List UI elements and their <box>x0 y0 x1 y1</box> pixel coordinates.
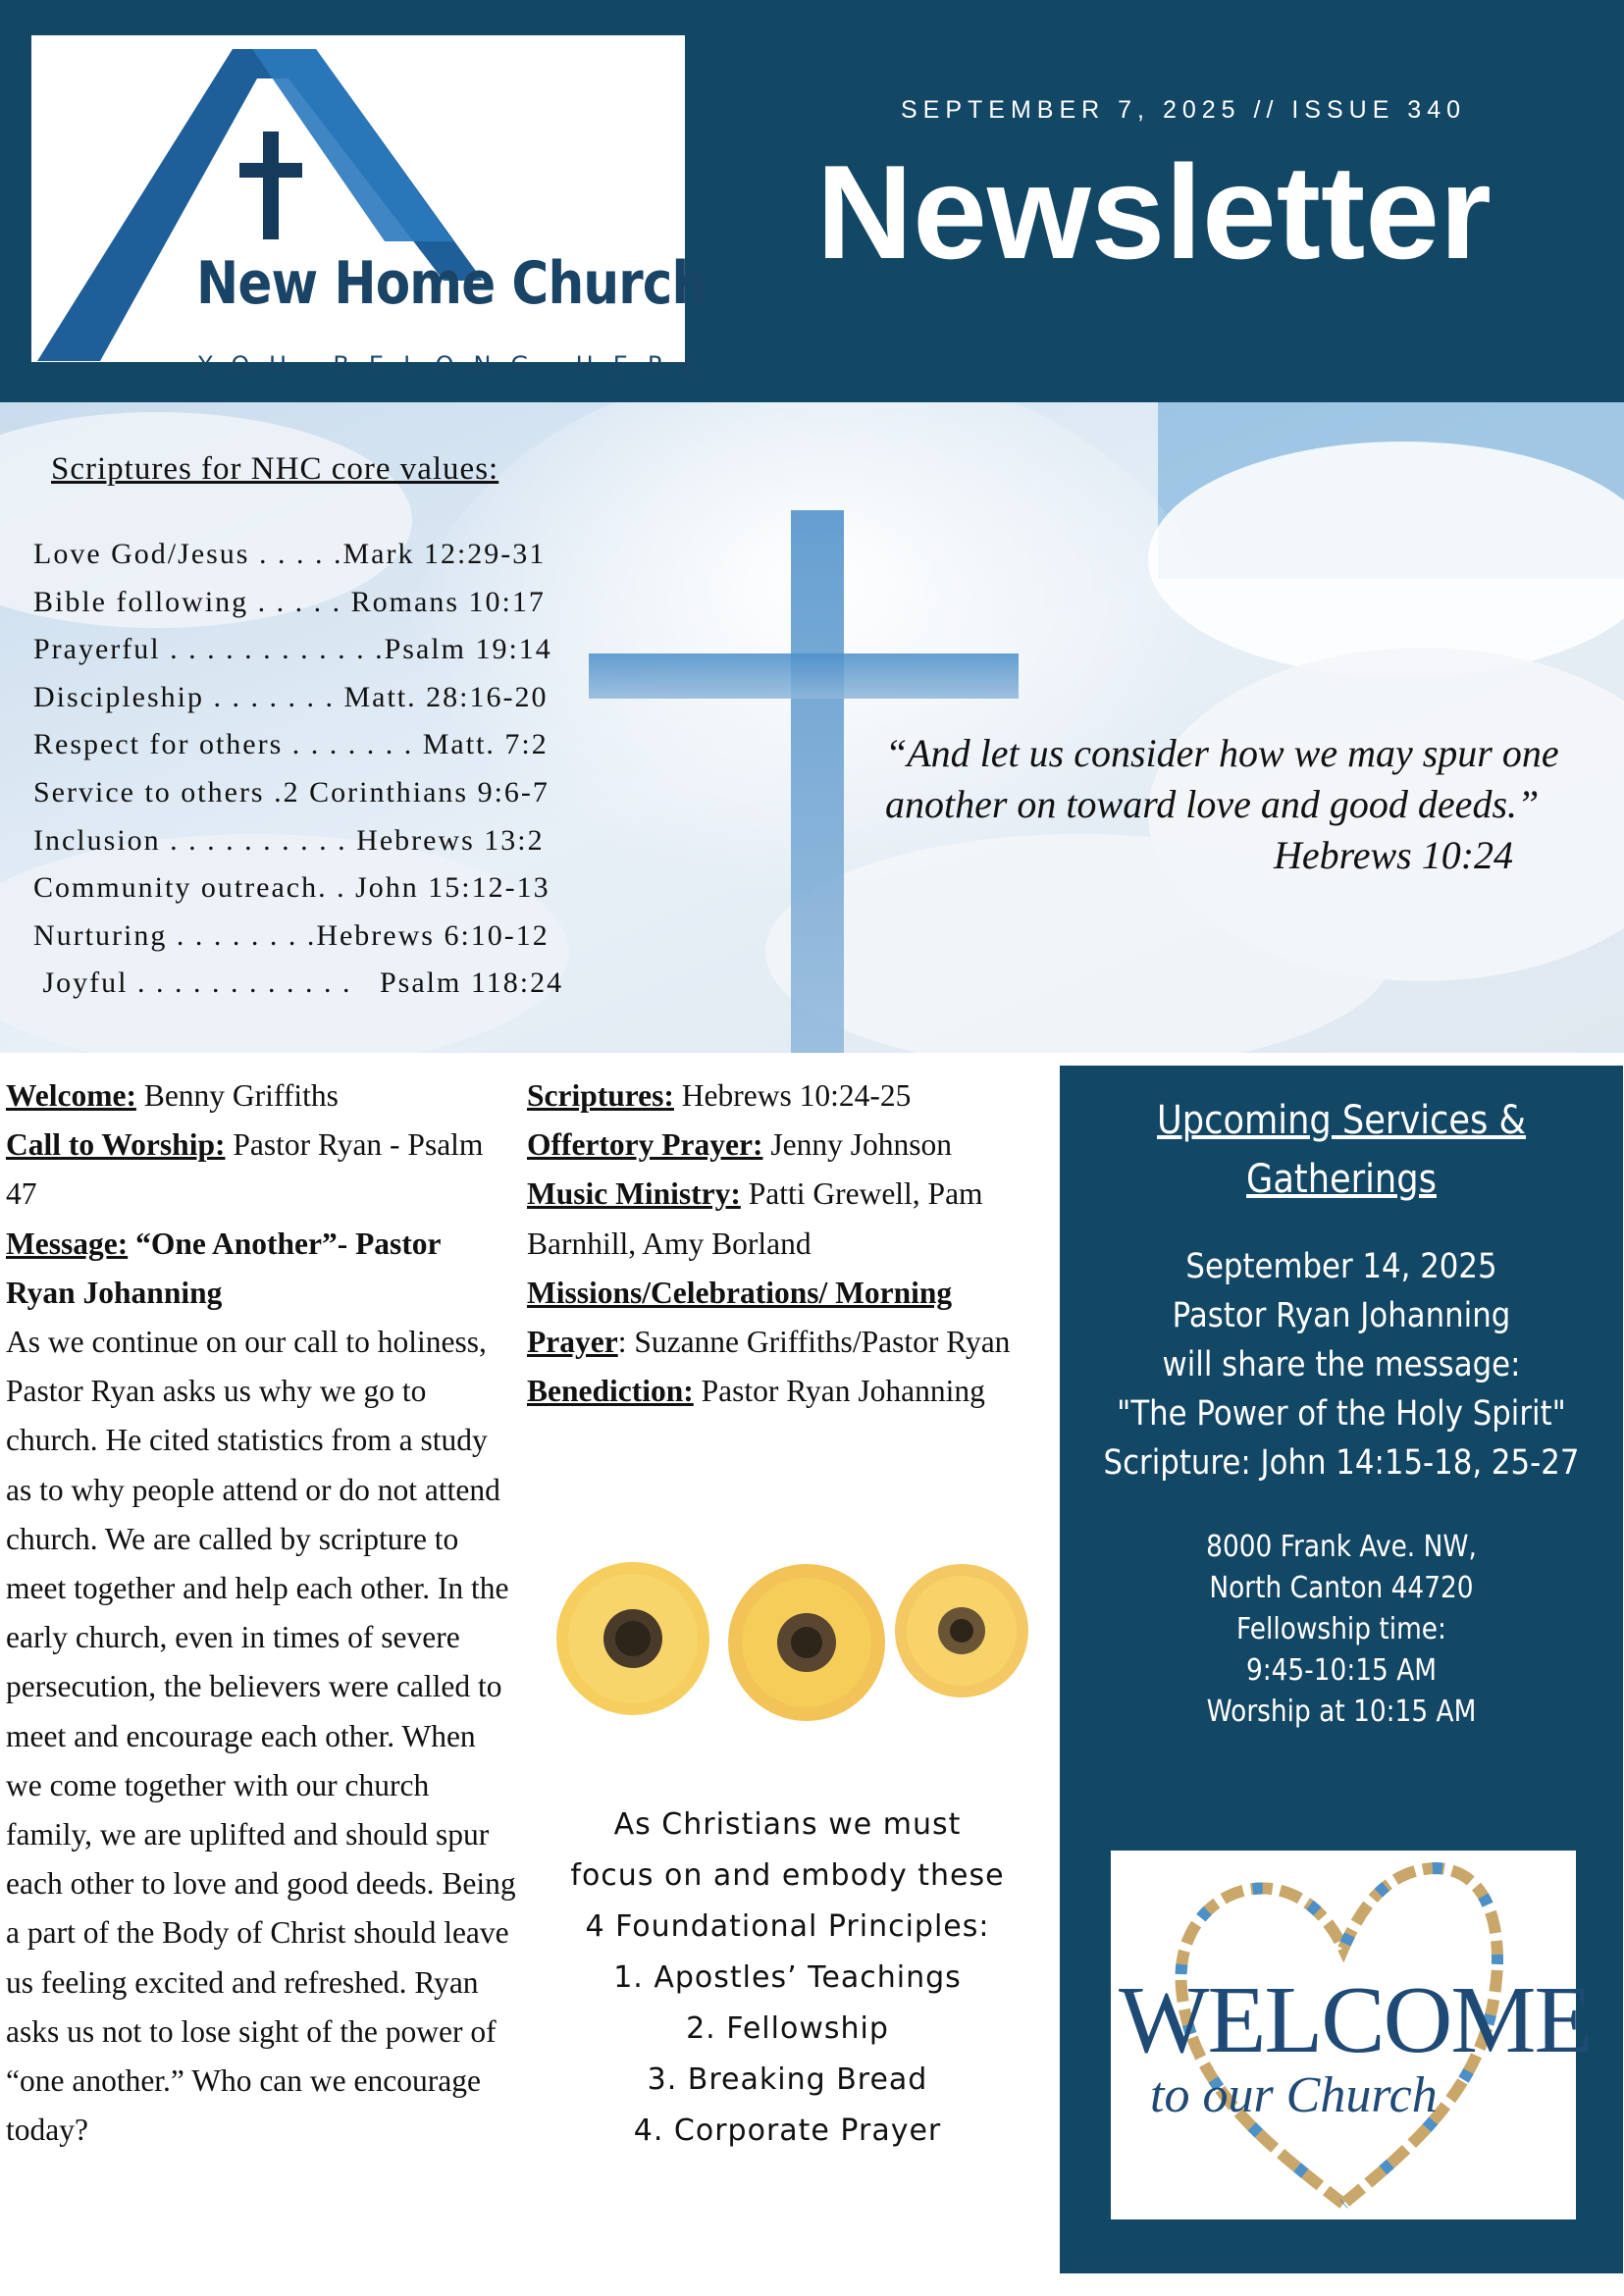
quote-line: another on toward love and good deeds.” <box>885 782 1540 826</box>
service-line: will share the message: <box>1162 1345 1521 1384</box>
quote-line: “And let us consider how we may spur one <box>885 731 1559 775</box>
scriptures-label: Scriptures: <box>527 1078 674 1113</box>
principles-intro: focus on and embody these <box>570 1858 1005 1893</box>
church-name: New Home Church <box>196 249 707 318</box>
core-values-heading: Scriptures for NHC core values: <box>51 451 499 487</box>
benediction-label: Benediction: <box>527 1374 694 1409</box>
core-value-item: Respect for others . . . . . . . Matt. 7:2 <box>33 728 549 761</box>
benediction-value: Pastor Ryan Johanning <box>693 1374 985 1409</box>
principle-item: 1. Apostles’ Teachings <box>613 1960 962 1995</box>
next-service-info <box>1093 1242 1589 1487</box>
missions-value: : Suzanne Griffiths/Pastor Ryan <box>617 1325 1011 1360</box>
call-to-worship-label: Call to Worship: <box>6 1127 226 1163</box>
principle-item: 3. Breaking Bread <box>647 2062 928 2097</box>
call-to-worship-value: Pastor Ryan - Psalm 47 <box>6 1127 484 1212</box>
newsletter-title: Newsletter <box>816 137 1492 287</box>
principles-intro: As Christians we must <box>613 1807 962 1842</box>
message-summary: As we continue on our call to holiness, Pastor Ryan asks us why we go to church. He cited statistics from a study as to why people attend or do not attend church. We are called by scripture to meet together and help each other. In the early church, even in times of severe persecution, the believers were called to meet and encourage each other. When we come together with our church family, we are uplifted and should spur each other to love and good deeds. Being a part of the Body of Christ should leave us feeling excited and refreshed. Ryan asks us not to lose sight of the power of “one another.” Who can we encourage today? <box>6 1325 516 2148</box>
core-values-list <box>33 531 563 1008</box>
service-details-left <box>6 1071 516 2155</box>
worship-time: Worship at 10:15 AM <box>1206 1695 1477 1729</box>
scriptures-value: Hebrews 10:24-25 <box>673 1078 912 1113</box>
core-value-item: Joyful . . . . . . . . . . . . Psalm 118:24 <box>33 966 564 1000</box>
church-logo <box>31 35 718 379</box>
upcoming-title-line: Gatherings <box>1246 1157 1437 1202</box>
core-value-item: Community outreach. . John 15:12-13 <box>33 871 550 905</box>
sunflowers-image <box>550 1552 1040 1734</box>
service-date: September 14, 2025 <box>1185 1247 1497 1286</box>
offertory-value: Jenny Johnson <box>762 1127 952 1163</box>
church-tagline: YOU BELONG HERE <box>198 351 718 379</box>
newsletter-header <box>0 0 1624 402</box>
sunflower-icon <box>550 1552 1040 1729</box>
core-value-item: Nurturing . . . . . . . .Hebrews 6:10-12 <box>33 918 550 952</box>
welcome-subtitle: to our Church <box>1150 2067 1438 2123</box>
message-label: Message: <box>6 1226 129 1261</box>
fellowship-time: 9:45-10:15 AM <box>1245 1653 1438 1688</box>
issue-date-line: SEPTEMBER 7, 2025 // ISSUE 340 <box>901 96 1467 124</box>
fellowship-label: Fellowship time: <box>1236 1612 1446 1646</box>
principle-item: 4. Corporate Prayer <box>633 2113 942 2148</box>
missions-label: Missions/Celebrations/ Morning <box>527 1275 953 1310</box>
message-value: “One Another”- Pastor Ryan Johanning <box>6 1226 441 1310</box>
core-value-item: Prayerful . . . . . . . . . . . .Psalm 19:14 <box>33 633 552 666</box>
service-speaker: Pastor Ryan Johanning <box>1172 1296 1511 1335</box>
welcome-label: Welcome: <box>6 1078 136 1113</box>
service-message-title: "The Power of the Holy Spirit" <box>1117 1394 1566 1434</box>
principles-intro: 4 Foundational Principles: <box>585 1909 990 1944</box>
welcome-image <box>1111 1851 1592 2219</box>
upcoming-title <box>1093 1091 1589 1209</box>
core-value-item: Love God/Jesus . . . . .Mark 12:29-31 <box>33 538 547 570</box>
foundational-principles <box>530 1800 1045 2157</box>
core-value-item: Service to others .2 Corinthians 9:6-7 <box>33 775 550 809</box>
quote-reference: Hebrews 10:24 <box>1274 833 1514 877</box>
welcome-word: WELCOME <box>1119 1967 1592 2073</box>
welcome-value: Benny Griffiths <box>135 1078 339 1113</box>
scripture-quote <box>885 728 1559 881</box>
offertory-label: Offertory Prayer: <box>527 1127 763 1163</box>
service-details-right <box>527 1071 1018 1416</box>
core-value-item: Inclusion . . . . . . . . . . Hebrews 13:2 <box>33 823 545 857</box>
music-label: Music Ministry: <box>527 1176 741 1212</box>
service-scripture: Scripture: John 14:15-18, 25-27 <box>1103 1443 1580 1483</box>
core-value-item: Bible following . . . . . Romans 10:17 <box>33 585 546 618</box>
music-value: Patti Grewell, Pam Barnhill, Amy Borland <box>527 1176 983 1261</box>
upcoming-services-panel <box>1060 1066 1623 2273</box>
prayer-label: Prayer <box>527 1325 618 1360</box>
church-address-times <box>1093 1527 1589 1733</box>
address-line: 8000 Frank Ave. NW, <box>1206 1530 1477 1564</box>
core-value-item: Discipleship . . . . . . . Matt. 28:16-20 <box>33 680 549 713</box>
principle-item: 2. Fellowship <box>686 2011 889 2046</box>
upcoming-title-line: Upcoming Services & <box>1157 1098 1526 1143</box>
address-line: North Canton 44720 <box>1209 1571 1474 1605</box>
